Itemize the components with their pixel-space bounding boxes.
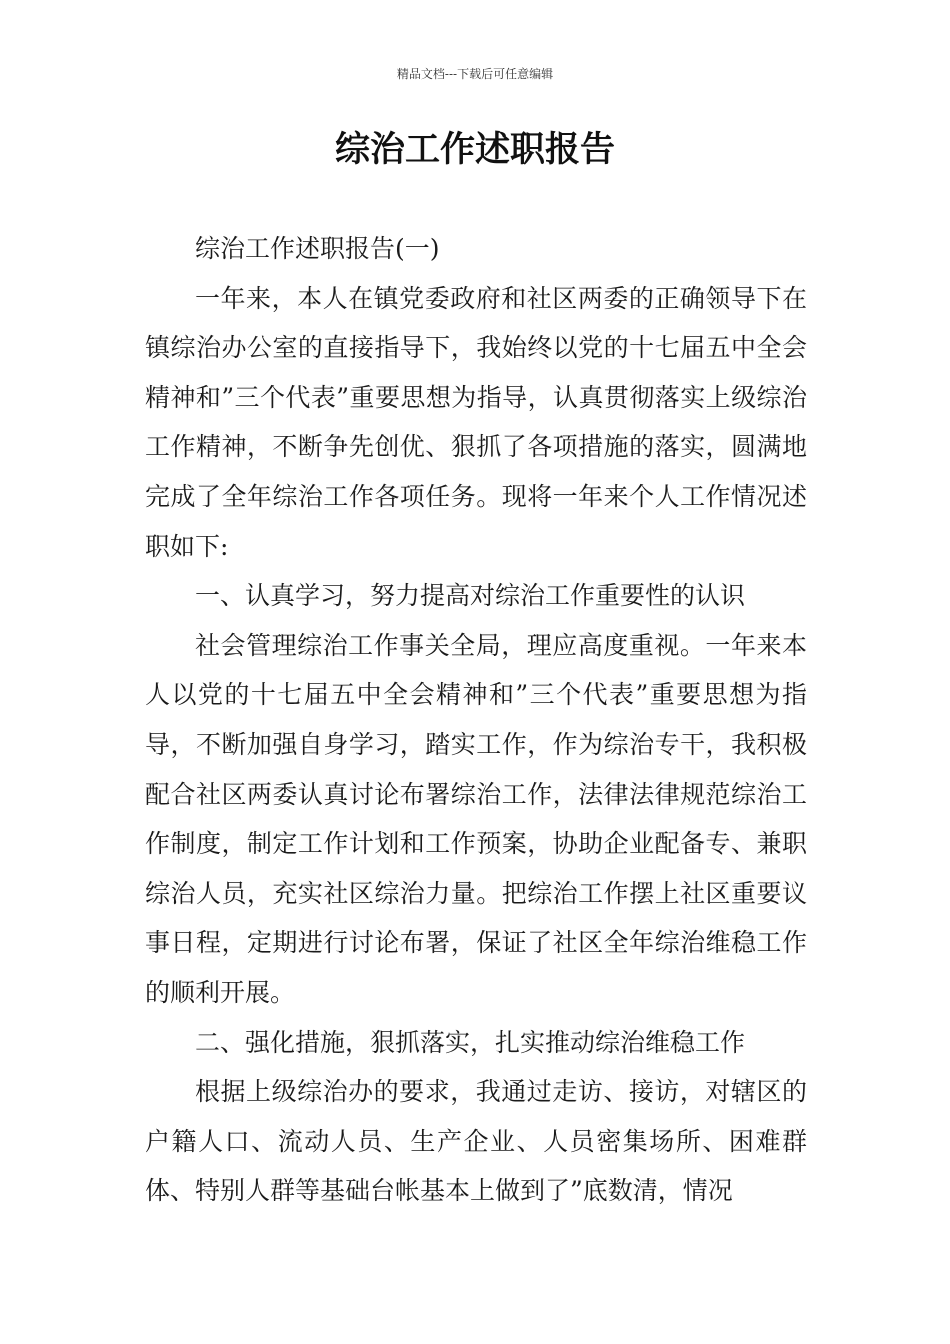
header-note: 精品文档---下载后可任意编辑 [396,67,554,81]
paragraph-section-1: 社会管理综治工作事关全局，理应高度重视。一年来本人以党的十七届五中全会精神和”三个代表”重要思想为指导，不断加强自身学习，踏实工作，作为综治专干，我积极配合社区两委认真讨论布署综治工作，法律法律规范综治工作制度，制定工作计划和工作预案，协助企业配备专、兼职综治人员，充实社区综治力量。把综治工作摆上社区重要议事日程，定期进行讨论布署，保证了社区全年综治维稳工作的顺利开展。 [145,630,807,1007]
section-heading-1: 一、认真学习，努力提高对综治工作重要性的认识 [195,581,746,611]
section-heading-2: 二、强化措施，狠抓落实，扎实推动综治维稳工作 [195,1027,746,1057]
document-title: 综治工作述职报告 [334,130,615,170]
paragraph-section-2: 根据上级综治办的要求，我通过走访、接访，对辖区的户籍人口、流动人员、生产企业、人员密集场所、困难群体、特别人群等基础台帐基本上做到了”底数清，情况 [145,1077,807,1206]
section-subtitle: 综治工作述职报告(一) [195,234,440,263]
document-body [145,224,807,1216]
paragraph-intro: 一年来，本人在镇党委政府和社区两委的正确领导下在镇综治办公室的直接指导下，我始终以党的十七届五中全会精神和”三个代表”重要思想为指导，认真贯彻落实上级综治工作精神，不断争先创优、狠抓了各项措施的落实，圆满地完成了全年综治工作各项任务。现将一年来个人工作情况述职如下: [145,283,807,561]
